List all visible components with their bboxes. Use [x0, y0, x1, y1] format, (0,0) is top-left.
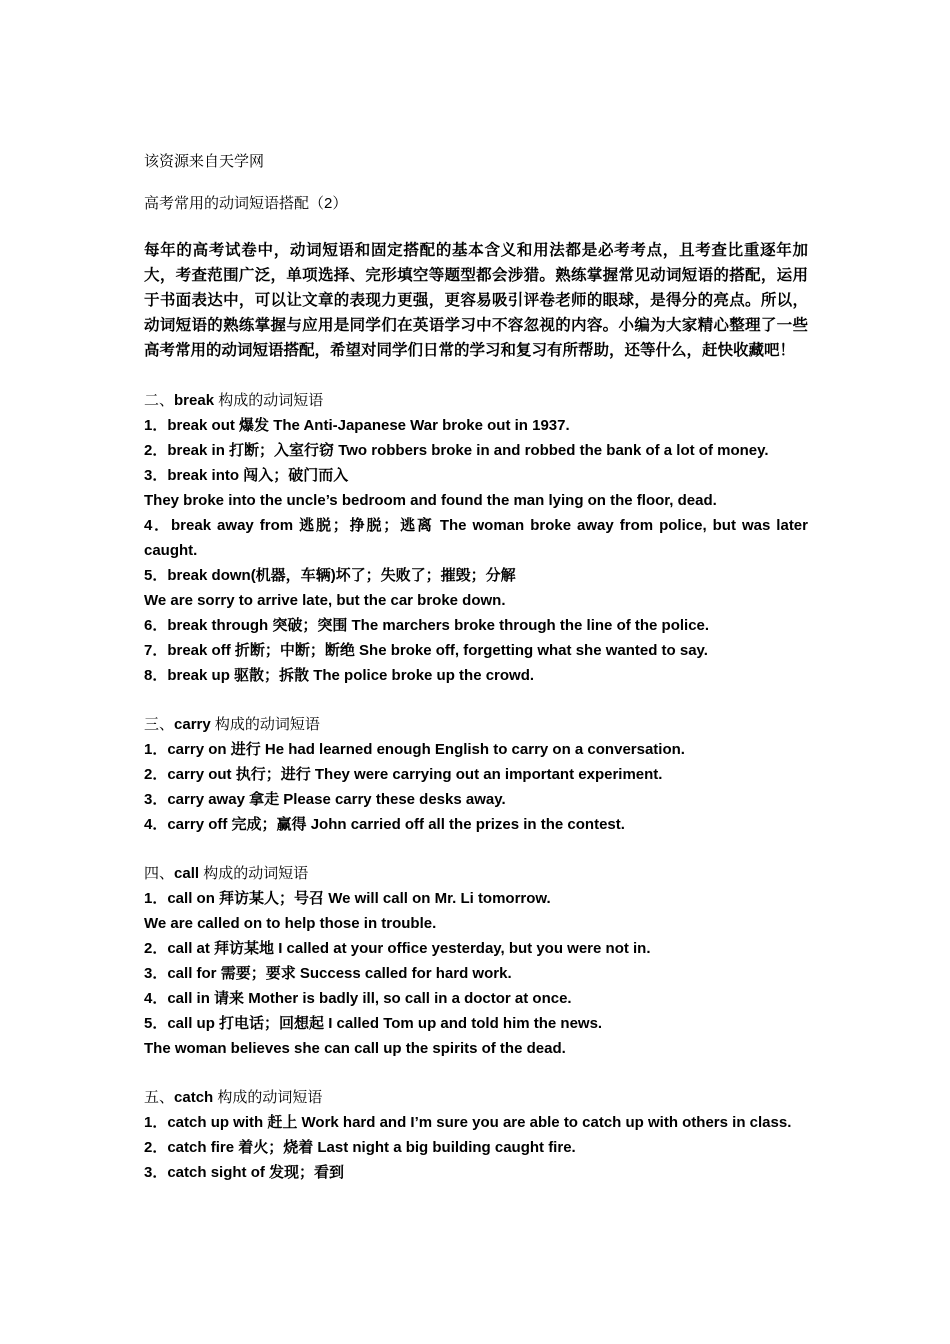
section-keyword: break — [174, 392, 215, 409]
section-break — [144, 388, 808, 688]
section-keyword: catch — [174, 1089, 214, 1106]
phrase-line: 4．call in 请来 Mother is badly ill, so call in a doctor at once. — [144, 990, 572, 1007]
phrase-line: We are sorry to arrive late, but the car broke down. — [144, 592, 506, 609]
phrase-line: 4．break away from 逃脱；挣脱；逃离 The woman broke away from police, but was later caught. — [144, 517, 808, 559]
phrase-line: 1．break out 爆发 The Anti-Japanese War broke out in 1937. — [144, 417, 570, 434]
section-heading-suffix: 构成的动词短语 — [203, 865, 309, 882]
phrase-line: The woman believes she can call up the spirits of the dead. — [144, 1040, 566, 1057]
phrase-line: 6．break through 突破；突围 The marchers broke through the line of the police. — [144, 617, 710, 634]
section-heading — [144, 1085, 808, 1110]
phrase-line: 8．break up 驱散；拆散 The police broke up the crowd. — [144, 667, 535, 684]
phrase-line: 2．break in 打断；入室行窃 Two robbers broke in and robbed the bank of a lot of money. — [144, 442, 769, 459]
section-number: 三、 — [144, 716, 175, 733]
section-number: 五、 — [144, 1089, 175, 1106]
phrase-line: 3．catch sight of 发现；看到 — [144, 1164, 345, 1181]
section-heading-suffix: 构成的动词短语 — [214, 716, 320, 733]
source-note: 该资源来自天学网 — [144, 154, 265, 170]
section-heading — [144, 861, 808, 886]
intro-paragraph: 每年的高考试卷中，动词短语和固定搭配的基本含义和用法都是必考考点，且考查比重逐年加大，考查范围广泛，单项选择、完形填空等题型都会涉猎。熟练掌握常见动词短语的搭配，运用于书面表达中，可以让文章的表现力更强，更容易吸引评卷老师的眼球，是得分的亮点。所以，动词短语的熟练掌握与应用是同学们在英语学习中不容忽视的内容。小编为大家精心整理了一些高考常用的动词短语搭配，希望对同学们日常的学习和复习有所帮助，还等什么，赶快收藏吧！ — [144, 242, 808, 359]
section-heading — [144, 388, 808, 413]
section-number: 二、 — [144, 392, 175, 409]
phrase-line: 3．call for 需要；要求 Success called for hard work. — [144, 965, 512, 982]
phrase-line: 2．catch fire 着火；烧着 Last night a big building caught fire. — [144, 1139, 576, 1156]
section-carry — [144, 712, 808, 837]
phrase-line: 2．call at 拜访某地 I called at your office yesterday, but you were not in. — [144, 940, 651, 957]
phrase-line: 2．carry out 执行；进行 They were carrying out an important experiment. — [144, 766, 663, 783]
section-keyword: call — [174, 865, 200, 882]
phrase-line: 1．carry on 进行 He had learned enough English to carry on a conversation. — [144, 741, 685, 758]
section-heading-suffix: 构成的动词短语 — [217, 1089, 323, 1106]
phrase-line: 3．carry away 拿走 Please carry these desks away. — [144, 791, 506, 808]
phrase-line: 5．break down(机器，车辆)坏了；失败了；摧毁；分解 — [144, 567, 516, 584]
section-heading — [144, 712, 808, 737]
sections-container — [144, 388, 808, 1185]
section-call — [144, 861, 808, 1061]
phrase-line: 1．call on 拜访某人；号召 We will call on Mr. Li tomorrow. — [144, 890, 551, 907]
phrase-line: 5．call up 打电话；回想起 I called Tom up and told him the news. — [144, 1015, 603, 1032]
phrase-line: 1．catch up with 赶上 Work hard and I’m sure you are able to catch up with others in class. — [144, 1114, 792, 1131]
phrase-line: 3．break into 闯入；破门而入 — [144, 467, 349, 484]
section-keyword: carry — [174, 716, 211, 733]
section-heading-suffix: 构成的动词短语 — [218, 392, 324, 409]
phrase-line: We are called on to help those in trouble. — [144, 915, 437, 932]
phrase-line: 4．carry off 完成；赢得 John carried off all the prizes in the contest. — [144, 816, 625, 833]
phrase-line: 7．break off 折断；中断；断绝 She broke off, forgetting what she wanted to say. — [144, 642, 708, 659]
section-number: 四、 — [144, 865, 175, 882]
section-catch — [144, 1085, 808, 1185]
document-title: 高考常用的动词短语搭配（2） — [144, 195, 348, 212]
phrase-line: They broke into the uncle’s bedroom and found the man lying on the floor, dead. — [144, 492, 717, 509]
document-body — [144, 150, 808, 1209]
